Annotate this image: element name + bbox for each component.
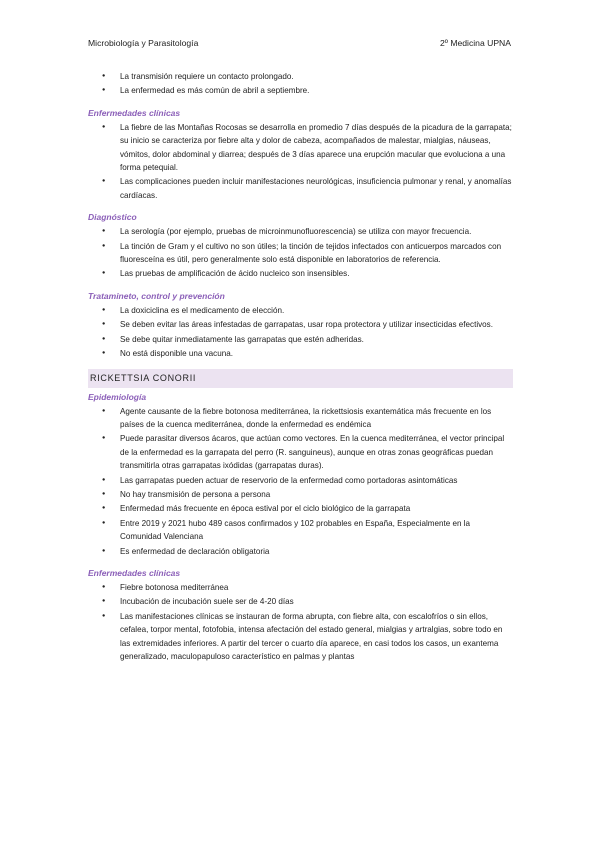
list-item: ● La transmisión requiere un contacto prolongado. — [88, 70, 513, 83]
bullet-list-diagnosis — [88, 225, 513, 281]
header-course-info: 2º Medicina UPNA — [440, 38, 511, 48]
list-item: ● La tinción de Gram y el cultivo no son útiles; la tinción de tejidos infectados con anticuerpos marcados con fluoresceína es útil, pero generalmente solo está disponible en laboratorios de referencia. — [88, 240, 513, 267]
list-item: ● Las pruebas de amplificación de ácido nucleico son insensibles. — [88, 267, 513, 280]
subheading-clinical-diseases: Enfermedades clínicas — [88, 107, 181, 118]
bullet-list-transmission — [88, 70, 513, 98]
list-item: ● Enfermedad más frecuente en época estival por el ciclo biológico de la garrapata — [88, 502, 513, 515]
list-item: ● La fiebre de las Montañas Rocosas se desarrolla en promedio 7 días después de la picadura de la garrapata; su inicio se caracteriza por fiebre alta y dolor de cabeza, acompañados de malestar, mialgias, náuseas, vómitos, dolor abdominal y diarrea; después de 3 días aparece una erupción macular que evoluciona a una forma petequial. — [88, 121, 513, 175]
bullet-list-treatment — [88, 304, 513, 361]
list-item: ● Las manifestaciones clínicas se instauran de forma abrupta, con fiebre alta, con escalofríos o sin ellos, cefalea, torpor mental, fotofobia, intensa afectación del estado general, mialgias y artralgias, sobre todo en las extremidades inferiores. A partir del tercer o cuarto día aparece, en casi todos los casos, un exantema generalizado, maculopapuloso característico en palmas y plantas — [88, 610, 513, 664]
subheading-treatment: Tratamineto, control y prevención — [88, 290, 225, 301]
page-header — [88, 38, 511, 48]
document-body — [88, 70, 513, 664]
list-item: ● No hay transmisión de persona a persona — [88, 488, 513, 501]
list-item: ● La serología (por ejemplo, pruebas de microinmunofluorescencia) se utiliza con mayor frecuencia. — [88, 225, 513, 238]
subheading-epidemiology: Epidemiología — [88, 391, 147, 402]
header-course-title: Microbiología y Parasitología — [88, 38, 199, 48]
list-item: ● La doxiciclina es el medicamento de elección. — [88, 304, 513, 317]
bullet-list-clinical-2 — [88, 581, 513, 663]
list-item: ● Se deben evitar las áreas infestadas de garrapatas, usar ropa protectora y utilizar insecticidas efectivos. — [88, 318, 513, 331]
bullet-list-clinical — [88, 121, 513, 202]
list-item: ● No está disponible una vacuna. — [88, 347, 513, 360]
list-item: ● La enfermedad es más común de abril a septiembre. — [88, 84, 513, 97]
list-item: ● Las complicaciones pueden incluir manifestaciones neurológicas, insuficiencia pulmonar y renal, y anomalías cardíacas. — [88, 175, 513, 202]
list-item: ● Incubación de incubación suele ser de 4-20 días — [88, 595, 513, 608]
subheading-clinical-diseases-2: Enfermedades clínicas — [88, 567, 181, 578]
list-item: ● Agente causante de la fiebre botonosa mediterránea, la rickettsiosis exantemática más frecuente en los países de la cuenca mediterránea, donde la enfermedad es endémica — [88, 405, 513, 432]
bullet-list-epidemiology — [88, 405, 513, 558]
list-item: ● Puede parasitar diversos ácaros, que actúan como vectores. En la cuenca mediterránea, el vector principal de la enfermedad es la garrapata del perro (R. sanguineus), aunque en otras zonas geográficas puedan transmitirla otras garrapatas ixódidas (garrapatas duras). — [88, 432, 513, 472]
list-item: ● Entre 2019 y 2021 hubo 489 casos confirmados y 102 probables en España, Especialmente en la Comunidad Valenciana — [88, 517, 513, 544]
list-item: ● Se debe quitar inmediatamente las garrapatas que estén adheridas. — [88, 333, 513, 346]
list-item: ● Fiebre botonosa mediterránea — [88, 581, 513, 594]
list-item: ● Es enfermedad de declaración obligatoria — [88, 545, 513, 558]
list-item: ● Las garrapatas pueden actuar de reservorio de la enfermedad como portadoras asintomáticas — [88, 474, 513, 487]
section-heading-rickettsia-conorii: RICKETTSIA CONORII — [88, 369, 513, 388]
subheading-diagnosis: Diagnóstico — [88, 212, 137, 223]
